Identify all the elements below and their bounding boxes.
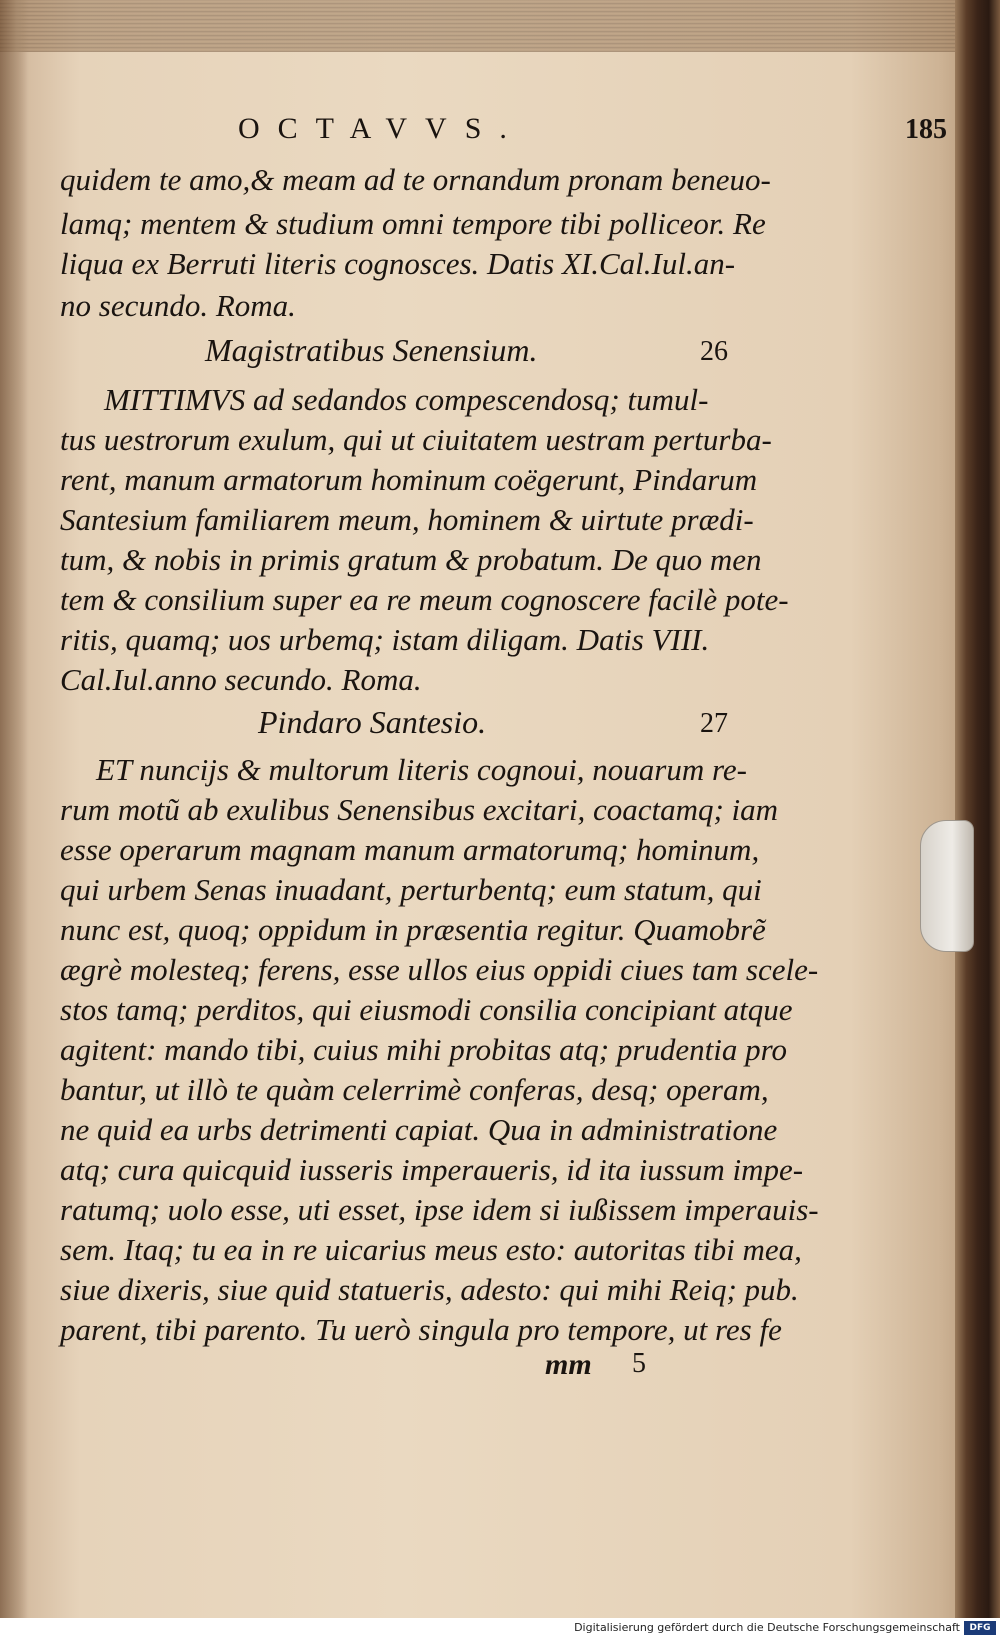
letter-number: 26 xyxy=(700,336,728,367)
text-line: MITTIMVS ad sedandos compescendosq; tumul- xyxy=(104,382,709,417)
text-line: tum, & nobis in primis gratum & probatum. De quo men xyxy=(60,542,762,577)
dfg-logo: DFG xyxy=(964,1621,996,1635)
text-line: rent, manum armatorum hominum coëgerunt, Pindarum xyxy=(60,462,758,497)
page-holder-clip xyxy=(920,820,974,952)
text-line: tus uestrorum exulum, qui ut ciuitatem uestram perturba- xyxy=(60,422,772,457)
text-line: lamq; mentem & studium omni tempore tibi polliceor. Re xyxy=(60,206,766,241)
book-left-shadow xyxy=(0,0,28,1618)
text-line: quidem te amo,& meam ad te ornandum pronam beneuo- xyxy=(60,162,771,197)
text-line: siue dixeris, siue quid statueris, adesto: qui mihi Reiq; pub. xyxy=(60,1272,799,1307)
signature-mark: 5 xyxy=(632,1348,646,1379)
text-line: nunc est, quoq; oppidum in præsentia regitur. Quamobrẽ xyxy=(60,912,766,947)
text-line: sem. Itaq; tu ea in re uicarius meus esto: autoritas tibi mea, xyxy=(60,1232,802,1267)
text-line: no secundo. Roma. xyxy=(60,288,296,323)
letter-number: 27 xyxy=(700,708,728,739)
running-head: OCTAVVS. xyxy=(238,112,525,145)
letter-heading: Pindaro Santesio. xyxy=(258,704,487,740)
text-line: tem & consilium super ea re meum cognoscere facilè pote- xyxy=(60,582,789,617)
page-number: 185 xyxy=(905,114,947,145)
text-line: atq; cura quicquid iusseris imperaueris, id ita iussum impe- xyxy=(60,1152,804,1187)
text-line: ægrè molesteq; ferens, esse ullos eius oppidi ciues tam scele- xyxy=(60,952,819,987)
text-line: qui urbem Senas inuadant, perturbentq; eum statum, qui xyxy=(60,872,762,907)
catchword: mm xyxy=(545,1348,592,1381)
text-line: stos tamq; perditos, qui eiusmodi consilia concipiant atque xyxy=(60,992,793,1027)
book-top-edge xyxy=(0,0,955,52)
text-line: Santesium familiarem meum, hominem & uirtute prædi- xyxy=(60,502,754,537)
text-line: parent, tibi parento. Tu uerò singula pro tempore, ut res fe xyxy=(60,1312,782,1347)
text-line: esse operarum magnam manum armatorumq; hominum, xyxy=(60,832,760,867)
text-line: ritis, quamq; uos urbemq; istam diligam. Datis VIII. xyxy=(60,622,710,657)
text-line: agitent: mando tibi, cuius mihi probitas atq; prudentia pro xyxy=(60,1032,788,1067)
funding-credit: Digitalisierung gefördert durch die Deutsche Forschungsgemeinschaft xyxy=(574,1621,960,1634)
text-line: liqua ex Berruti literis cognosces. Datis XI.Cal.Iul.an- xyxy=(60,246,736,281)
text-line: bantur, ut illò te quàm celerrimè conferas, desq; operam, xyxy=(60,1072,769,1107)
text-line: Cal.Iul.anno secundo. Roma. xyxy=(60,662,422,697)
book-page-edge xyxy=(955,0,1000,1618)
text-line: ne quid ea urbs detrimenti capiat. Qua in administratione xyxy=(60,1112,778,1147)
letter-heading: Magistratibus Senensium. xyxy=(205,332,538,368)
text-line: rum motũ ab exulibus Senensibus excitari, coactamq; iam xyxy=(60,792,779,827)
footer-bar xyxy=(0,1618,1000,1639)
text-line: ratumq; uolo esse, uti esset, ipse idem si iußissem imperauis- xyxy=(60,1192,819,1227)
text-line: ET nuncijs & multorum literis cognoui, nouarum re- xyxy=(96,752,747,787)
